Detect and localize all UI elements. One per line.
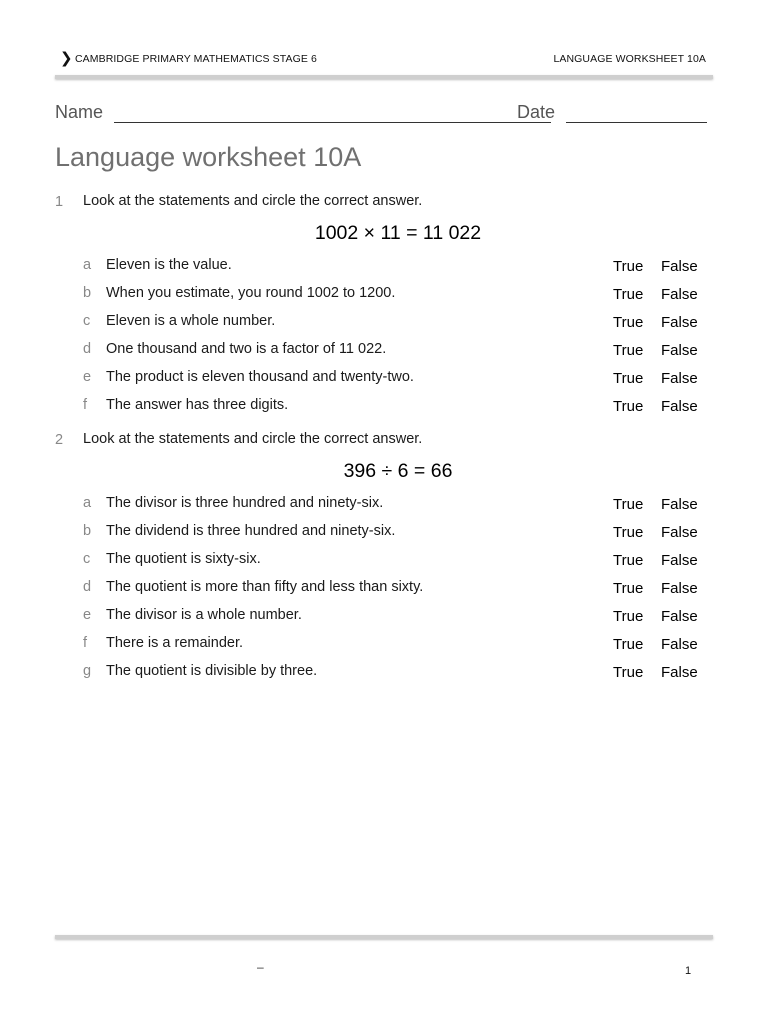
true-option[interactable]: True: [613, 258, 644, 275]
statement-letter: c: [83, 313, 91, 329]
statement-text: The dividend is three hundred and ninety-six.: [106, 523, 396, 539]
name-date-row: [55, 102, 707, 126]
question-number: 1: [55, 194, 64, 210]
statement-letter: c: [83, 551, 91, 567]
statement-item: [0, 313, 768, 335]
true-option[interactable]: True: [613, 608, 644, 625]
header-worksheet-title: LANGUAGE WORKSHEET 10A: [553, 53, 706, 65]
chevron-right-icon: ❯: [60, 50, 73, 67]
page-number: 1: [685, 965, 692, 977]
false-option[interactable]: False: [661, 636, 698, 653]
question-instruction: Look at the statements and circle the correct answer.: [83, 431, 423, 447]
statement-text: Eleven is the value.: [106, 257, 232, 273]
statement-text: The product is eleven thousand and twenty-two.: [106, 369, 414, 385]
statement-letter: g: [83, 663, 92, 679]
statement-letter: d: [83, 579, 92, 595]
statement-letter: a: [83, 495, 92, 511]
true-option[interactable]: True: [613, 398, 644, 415]
true-option[interactable]: True: [613, 552, 644, 569]
statement-item: [0, 663, 768, 685]
page-header: [60, 52, 706, 68]
statement-item: [0, 551, 768, 573]
statement-letter: d: [83, 341, 92, 357]
statement-letter: b: [83, 285, 92, 301]
statement-text: Eleven is a whole number.: [106, 313, 276, 329]
statement-text: The answer has three digits.: [106, 397, 289, 413]
footer-dash: –: [257, 960, 264, 974]
statement-item: [0, 257, 768, 279]
true-option[interactable]: True: [613, 664, 644, 681]
false-option[interactable]: False: [661, 552, 698, 569]
false-option[interactable]: False: [661, 370, 698, 387]
false-option[interactable]: False: [661, 524, 698, 541]
statement-item: [0, 285, 768, 307]
true-option[interactable]: True: [613, 636, 644, 653]
footer-divider: [55, 935, 713, 939]
statement-text: The quotient is more than fifty and less than sixty.: [106, 579, 424, 595]
statement-item: [0, 341, 768, 363]
statement-item: [0, 635, 768, 657]
false-option[interactable]: False: [661, 398, 698, 415]
statement-text: When you estimate, you round 1002 to 1200.: [106, 285, 396, 301]
false-option[interactable]: False: [661, 286, 698, 303]
true-option[interactable]: True: [613, 342, 644, 359]
worksheet-title: Language worksheet 10A: [55, 142, 362, 172]
false-option[interactable]: False: [661, 664, 698, 681]
true-option[interactable]: True: [613, 580, 644, 597]
statement-text: There is a remainder.: [106, 635, 244, 651]
false-option[interactable]: False: [661, 580, 698, 597]
false-option[interactable]: False: [661, 314, 698, 331]
statement-item: [0, 397, 768, 419]
true-option[interactable]: True: [613, 496, 644, 513]
true-option[interactable]: True: [613, 286, 644, 303]
statement-item: [0, 579, 768, 601]
question-number: 2: [55, 432, 64, 448]
date-label: Date: [517, 102, 556, 122]
false-option[interactable]: False: [661, 608, 698, 625]
statement-text: The divisor is a whole number.: [106, 607, 302, 623]
name-field-line[interactable]: [114, 122, 551, 123]
date-field-line[interactable]: [566, 122, 707, 123]
false-option[interactable]: False: [661, 496, 698, 513]
statement-text: The divisor is three hundred and ninety-six.: [106, 495, 384, 511]
statement-letter: e: [83, 607, 92, 623]
statement-letter: e: [83, 369, 92, 385]
statement-text: The quotient is divisible by three.: [106, 663, 318, 679]
false-option[interactable]: False: [661, 258, 698, 275]
statement-item: [0, 523, 768, 545]
statement-letter: a: [83, 257, 92, 273]
statement-letter: f: [83, 397, 88, 413]
statement-item: [0, 495, 768, 517]
true-option[interactable]: True: [613, 524, 644, 541]
statement-letter: f: [83, 635, 88, 651]
true-option[interactable]: True: [613, 314, 644, 331]
statement-text: One thousand and two is a factor of 11 022.: [106, 341, 387, 357]
true-option[interactable]: True: [613, 370, 644, 387]
header-divider: [55, 75, 713, 79]
statement-letter: b: [83, 523, 92, 539]
question-instruction: Look at the statements and circle the correct answer.: [83, 193, 423, 209]
question-equation: 396 ÷ 6 = 66: [343, 460, 453, 482]
question-equation: 1002 × 11 = 11 022: [314, 222, 482, 244]
statement-item: [0, 369, 768, 391]
statement-item: [0, 607, 768, 629]
name-label: Name: [55, 102, 104, 122]
statement-text: The quotient is sixty-six.: [106, 551, 261, 567]
false-option[interactable]: False: [661, 342, 698, 359]
header-series-title: CAMBRIDGE PRIMARY MATHEMATICS STAGE 6: [75, 53, 317, 65]
